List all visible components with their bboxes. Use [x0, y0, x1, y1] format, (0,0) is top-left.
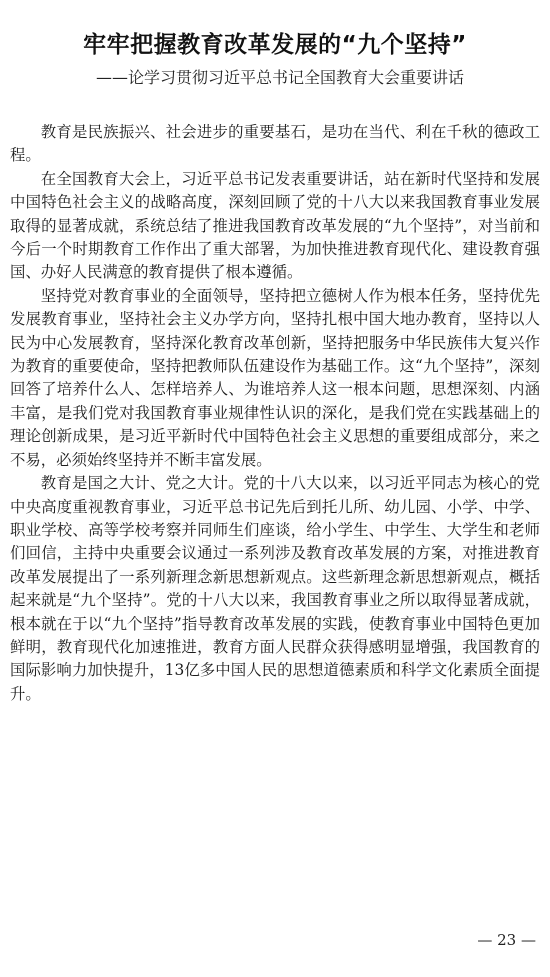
paragraph-2: 在全国教育大会上，习近平总书记发表重要讲话，站在新时代坚持和发展中国特色社会主义的战略高度，深刻回顾了党的十八大以来我国教育事业发展取得的显著成就，系统总结了推进我国教育改革发展的“九个坚持”，对当前和今后一个时期教育工作作出了重大部署，为加快推进教育现代化、建设教育强国、办好人民满意的教育提供了根本遵循。 [10, 169, 540, 282]
page-number: — 23 — [477, 931, 536, 949]
paragraph-3: 坚持党对教育事业的全面领导，坚持把立德树人作为根本任务，坚持优先发展教育事业，坚持社会主义办学方向，坚持扎根中国大地办教育，坚持以人民为中心发展教育，坚持深化教育改革创新，坚持把服务中华民族伟大复兴作为教育的重要使命，坚持把教师队伍建设作为基础工作。这“九个坚持”，深刻回答了培养什么人、怎样培养人、为谁培养人这一根本问题，思想深刻、内涵丰富，是我们党对我国教育事业规律性认识的深化，是我们党在实践基础上的理论创新成果，是习近平新时代中国特色社会主义思想的重要组成部分，来之不易，必须始终坚持并不断丰富发展。 [10, 286, 540, 469]
article-title: 牢牢把握教育改革发展的“九个坚持” [83, 32, 467, 58]
article-subtitle: ——论学习贯彻习近平总书记全国教育大会重要讲话 [95, 68, 464, 87]
article-body [10, 121, 540, 706]
paragraph-4: 教育是国之大计、党之大计。党的十八大以来，以习近平同志为核心的党中央高度重视教育事业，习近平总书记先后到托儿所、幼儿园、小学、中学、职业学校、高等学校考察并同师生们座谈，给小学生、中学生、大学生和老师们回信，主持中央重要会议通过一系列涉及教育改革发展的方案，对推进教育改革发展提出了一系列新理念新思想新观点。这些新理念新思想新观点，概括起来就是“九个坚持”。党的十八大以来，我国教育事业之所以取得显著成就，根本就在于以“九个坚持”指导教育改革发展的实践，使教育事业中国特色更加鲜明，教育现代化加速推进，教育方面人民群众获得感明显增强，我国教育的国际影响力加快提升，13亿多中国人民的思想道德素质和科学文化素质全面提升。 [10, 474, 540, 703]
paragraph-1: 教育是民族振兴、社会进步的重要基石，是功在当代、利在千秋的德政工程。 [10, 123, 540, 165]
